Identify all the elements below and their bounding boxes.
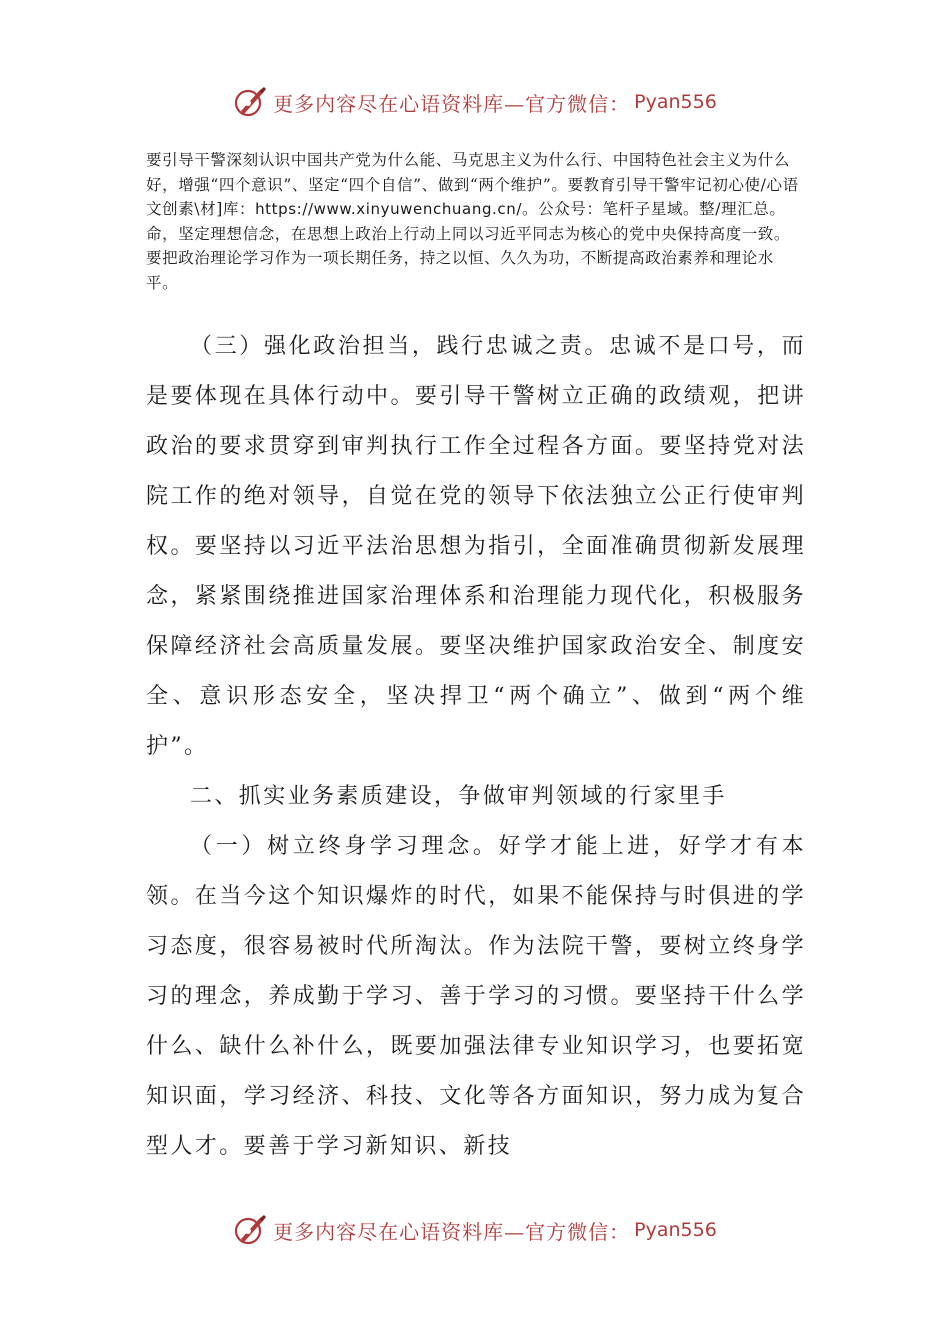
banner-text: 更多内容尽在心语资料库—官方微信： <box>273 91 631 116</box>
footer-banner <box>0 1210 950 1250</box>
pen-circle-logo-icon <box>233 85 267 119</box>
paragraph-strengthen-political-responsibility: （三）强化政治担当，践行忠诚之责。忠诚不是口号，而是要体现在具体行动中。要引导干警树立正确的政绩观，把讲政治的要求贯穿到审判执行工作全过程各方面。要坚持党对法院工作的绝对领导，自觉在党的领导下依法独立公正行使审判权。要坚持以习近平法治思想为指引，全面准确贯彻新发展理念，紧紧围绕推进国家治理体系和治理能力现代化，积极服务保障经济社会高质量发展。要坚决维护国家政治安全、制度安全、意识形态安全，坚决捍卫“两个确立”、做到“两个维护”。 <box>146 334 806 759</box>
small-print-paragraph <box>146 148 806 295</box>
banner-text: 更多内容尽在心语资料库—官方微信： <box>273 1219 631 1244</box>
small-paragraph-part1: 要引导干警深刻认识中国共产党为什么能、马克思主义为什么行、中国特色社会主义为什么好，增强“四个意识”、坚定“四个自信”、做到“两个维护”。要教育引导干警牢记初心使/心语文创素\材]库： <box>146 151 799 218</box>
small-paragraph-part2: 。公众号：笔杆子星域。整/理汇总。命，坚定理想信念，在思想上政治上行动上同以习近平同志为核心的党中央保持高度一致。要把政治理论学习作为一项长期任务，持之以恒、久久为功，不断提高政治素养和理论水平。 <box>146 200 791 292</box>
paragraph-lifelong-learning: （一）树立终身学习理念。好学才能上进，好学才有本领。在当今这个知识爆炸的时代，如果不能保持与时俱进的学习态度，很容易被时代所淘汰。作为法院干警，要树立终身学习的理念，养成勤于学习、善于学习的习惯。要坚持干什么学什么、缺什么补什么，既要加强法律专业知识学习，也要拓宽知识面，学习经济、科技、文化等各方面知识，努力成为复合型人才。要善于学习新知识、新技 <box>146 834 806 1159</box>
section-heading-2: 二、抓实业务素质建设，争做审判领域的行家里手 <box>190 784 727 809</box>
source-url-link[interactable]: https://www.xinyuwenchuang.cn/ <box>255 200 523 218</box>
header-banner <box>0 82 950 122</box>
banner-wechat-id: Pyan556 <box>634 91 717 113</box>
banner-wechat-id: Pyan556 <box>634 1219 717 1241</box>
pen-circle-logo-icon <box>233 1213 267 1247</box>
